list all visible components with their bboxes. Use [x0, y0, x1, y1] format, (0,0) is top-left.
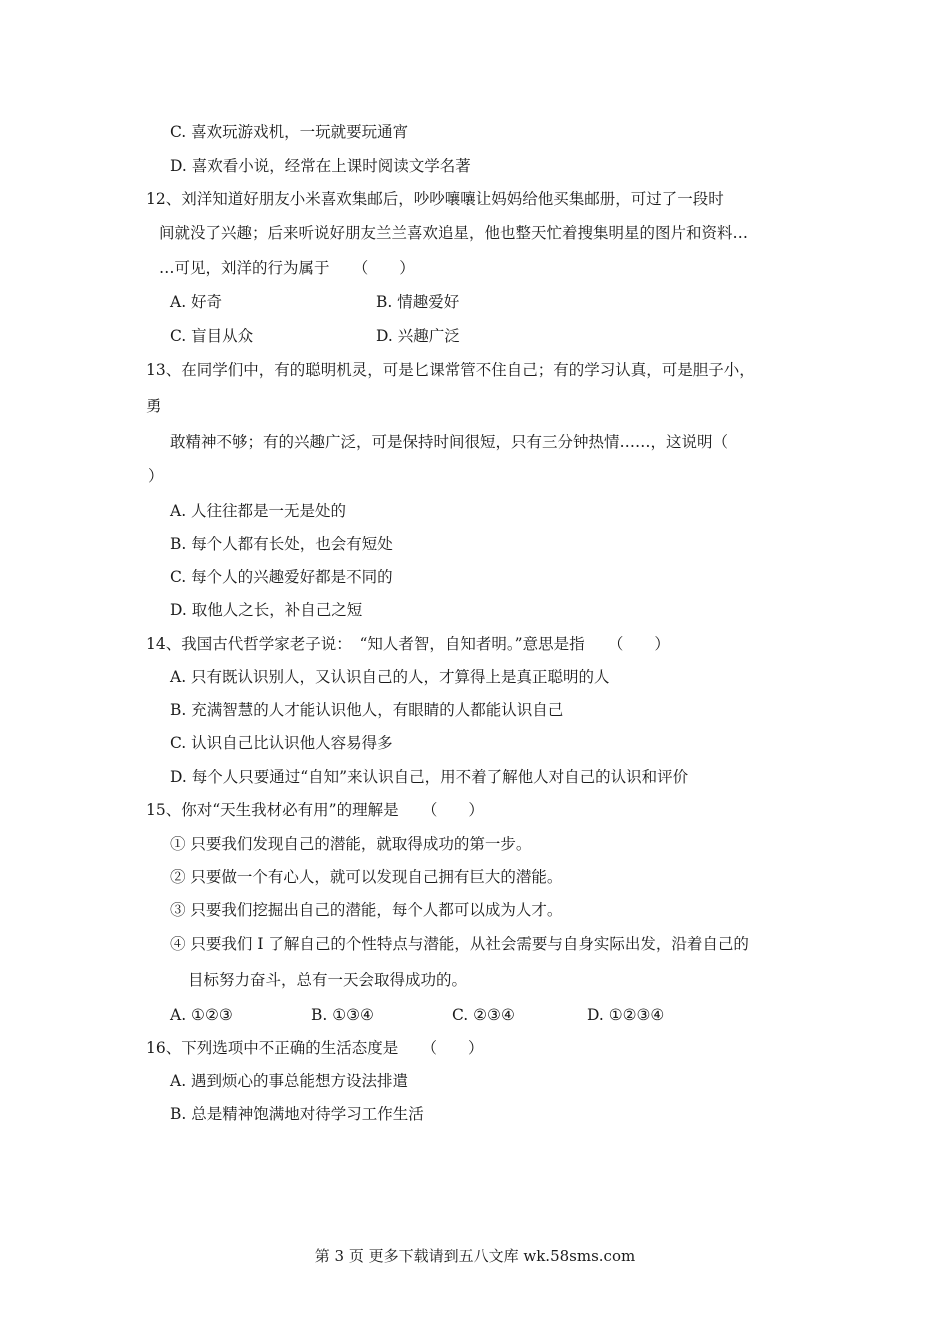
q13-stem-line-2: 勇 — [146, 397, 162, 415]
q12-option-d: D. 兴趣广泛 — [376, 327, 460, 345]
q14-option-d: D. 每个人只要通过“自知”来认识自己，用不着了解他人对自己的认识和评价 — [170, 768, 689, 786]
q11-option-c: C. 喜欢玩游戏机，一玩就要玩通宵 — [170, 123, 409, 141]
q15-statement-3: ③ 只要我们挖掘出自己的潜能，每个人都可以成为人才。 — [170, 901, 563, 919]
q13-stem-line-1: 13、在同学们中，有的聪明机灵，可是匕课常管不住自己；有的学习认真，可是胆子小， — [146, 361, 755, 379]
q15-statement-1: ① 只要我们发现自己的潜能，就取得成功的第一步。 — [170, 835, 532, 853]
q13-option-c: C. 每个人的兴趣爱好都是不同的 — [170, 568, 393, 586]
q14-stem: 14、我国古代哲学家老子说： “知人者智，自知者明。”意思是指 （ ） — [146, 635, 670, 653]
q13-option-b: B. 每个人都有长处，也会有短处 — [170, 535, 393, 553]
q15-stem: 15、你对“天生我材必有用”的理解是 （ ） — [146, 801, 484, 819]
q11-option-d: D. 喜欢看小说，经常在上课时阅读文学名著 — [170, 157, 471, 175]
q12-stem-line-2: 间就没了兴趣；后来听说好朋友兰兰喜欢追星，他也整天忙着搜集明星的图片和资料… — [159, 224, 749, 242]
q13-option-a: A. 人往往都是一无是处的 — [170, 502, 347, 520]
q15-options-row — [170, 1005, 790, 1025]
q16-option-a: A. 遇到烦心的事总能想方设法排遣 — [170, 1072, 409, 1090]
q14-option-b: B. 充满智慧的人才能认识他人，有眼睛的人都能认识自己 — [170, 701, 564, 719]
q12-options-row-2 — [170, 326, 770, 346]
q15-option-b: B. ①③④ — [311, 1006, 374, 1024]
q15-option-a: A. ①②③ — [170, 1006, 233, 1024]
q12-options-row-1 — [170, 292, 770, 312]
q13-stem-line-4: ） — [148, 467, 164, 485]
q16-stem: 16、下列选项中不正确的生活态度是 （ ） — [146, 1039, 484, 1057]
q12-stem-line-3: …可见，刘洋的行为属于 （ ） — [159, 259, 415, 277]
q15-statement-4-line-1: ④ 只要我们 I 了解自己的个性特点与潜能，从社会需要与自身实际出发，沿着自己的 — [170, 935, 749, 953]
q15-option-d: D. ①②③④ — [587, 1006, 665, 1024]
q12-option-c: C. 盲目从众 — [170, 327, 254, 345]
q16-option-b: B. 总是精神饱满地对待学习工作生活 — [170, 1105, 424, 1123]
q15-statement-2: ② 只要做一个有心人，就可以发现自己拥有巨大的潜能。 — [170, 868, 563, 886]
page-footer: 第 3 页 更多下载请到五八文库 wk.58sms.com — [314, 1247, 636, 1265]
q13-stem-line-3: 敢精神不够；有的兴趣广泛，可是保持时间很短，只有三分钟热情……，这说明（ — [170, 433, 729, 451]
q15-statement-4-line-2: 目标努力奋斗，总有一天会取得成功的。 — [188, 971, 468, 989]
q12-option-b: B. 情趣爱好 — [376, 293, 460, 311]
q12-stem-line-1: 12、刘洋知道好朋友小米喜欢集邮后，吵吵嚷嚷让妈妈给他买集邮册，可过了一段时 — [146, 190, 724, 208]
q12-option-a: A. 好奇 — [170, 293, 223, 311]
q14-option-a: A. 只有既认识别人，又认识自己的人，才算得上是真正聪明的人 — [170, 668, 610, 686]
q14-option-c: C. 认识自己比认识他人容易得多 — [170, 734, 393, 752]
q15-option-c: C. ②③④ — [452, 1006, 515, 1024]
q13-option-d: D. 取他人之长，补自己之短 — [170, 601, 363, 619]
